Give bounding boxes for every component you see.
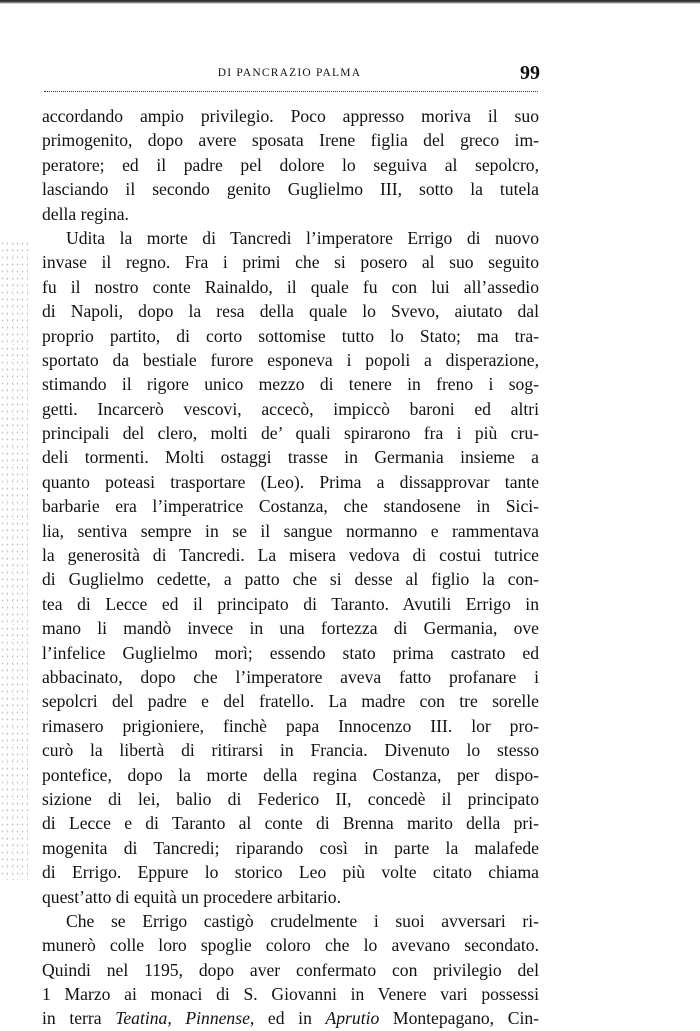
text-line: sportato da bestiale furore esponeva i popoli a disperazione,	[42, 349, 539, 370]
text-line: munerò colle loro spoglie coloro che lo avevano secondato.	[42, 935, 539, 956]
text-line: abbacinato, dopo che l’imperatore aveva fatto profanare i	[42, 666, 539, 687]
text-line: mogenita di Tancredi; riparando così in parte la malafede	[42, 837, 539, 858]
text-line: peratore; ed il padre pel dolore lo seguiva al sepolcro,	[42, 154, 539, 175]
text-line: lasciando il secondo genito Guglielmo III, sotto la tutela	[42, 179, 539, 200]
scan-margin-noise	[0, 240, 28, 880]
page-number: 99	[520, 62, 540, 84]
text-line: rimasero prigioniere, finchè papa Innocenzo III. lor pro-	[42, 715, 539, 736]
text-line: mano li mandò invece in una fortezza di Germania, ove	[42, 618, 539, 639]
text-line: sizione di lei, balio di Federico II, concedè il principato	[42, 788, 539, 809]
text-line: stimando il rigore unico mezzo di tenere in freno i sog-	[42, 374, 539, 395]
text-line: l’infelice Guglielmo morì; essendo stato prima castrato ed	[42, 642, 539, 663]
text-line: deli tormenti. Molti ostaggi trasse in Germania insieme a	[42, 447, 539, 468]
text-line: getti. Incarcerò vescovi, accecò, impiccò baroni ed altri	[42, 398, 539, 419]
text-line: di Errigo. Eppure lo storico Leo più volte citato chiama	[42, 862, 539, 883]
text-line: 1 Marzo ai monaci di S. Giovanni in Venere vari possessi	[42, 984, 539, 1005]
text-line: primogenito, dopo avere sposata Irene figlia del greco im-	[42, 130, 539, 151]
scan-top-edge	[0, 0, 700, 4]
italic-place-names: Teatina, Pinnense	[115, 1008, 250, 1029]
header-dotted-rule	[44, 91, 538, 92]
text-line: la generosità di Tancredi. La misera vedova di costui tutrice	[42, 545, 539, 566]
text-line: lia, sentiva sempre in se il sangue normanno e rammentava	[42, 520, 539, 541]
running-title: DI PANCRAZIO PALMA	[217, 67, 362, 79]
text-line: pontefice, dopo la morte della regina Costanza, per dispo-	[42, 764, 539, 785]
text-run: in terra	[42, 1008, 116, 1029]
text-line: curò la libertà di ritirarsi in Francia. Divenuto lo stesso	[42, 740, 539, 761]
text-line-final	[42, 1006, 539, 1030]
paragraph-start-line: Udita la morte di Tancredi l’imperatore Errigo di nuovo	[66, 227, 539, 248]
text-line: accordando ampio privilegio. Poco appresso moriva il suo	[42, 106, 539, 126]
text-line: di Guglielmo cedette, a patto che si desse al figlio la con-	[42, 569, 539, 590]
text-line: proprio partito, di corto sottomise tutto lo Stato; ma tra-	[42, 325, 539, 346]
text-line: principali del clero, molti de’ quali spirarono fra i più cru-	[42, 423, 539, 444]
text-line: di Napoli, dopo la resa della quale lo Svevo, aiutato dal	[42, 301, 539, 322]
page-header	[42, 64, 542, 88]
text-line: fu il nostro conte Rainaldo, il quale fu con lui all’assedio	[42, 276, 539, 297]
italic-place-name: Aprutio	[325, 1008, 380, 1029]
text-run: , ed in	[249, 1008, 326, 1029]
text-line: quest’atto di equità un procedere arbitario.	[42, 886, 341, 907]
text-line: della regina.	[42, 203, 129, 224]
body-text	[42, 104, 539, 1031]
text-line: Quindi nel 1195, dopo aver confermato con privilegio del	[42, 959, 539, 980]
text-line: sepolcri del padre e del fratello. La madre con tre sorelle	[42, 691, 539, 712]
text-line: barbarie era l’imperatrice Costanza, che standosene in Sici-	[42, 496, 539, 517]
text-line: tea di Lecce ed il principato di Taranto. Avutili Errigo in	[42, 593, 539, 614]
text-line: quanto poteasi trasportare (Leo). Prima a dissapprovar tante	[42, 471, 539, 492]
text-run: Montepagano, Cin-	[379, 1008, 539, 1029]
paragraph-start-line: Che se Errigo castigò crudelmente i suoi avversari ri-	[66, 910, 539, 931]
text-line: invase il regno. Fra i primi che si posero al suo seguito	[42, 252, 539, 273]
text-line: di Lecce e di Taranto al conte di Brenna marito della pri-	[42, 813, 539, 834]
